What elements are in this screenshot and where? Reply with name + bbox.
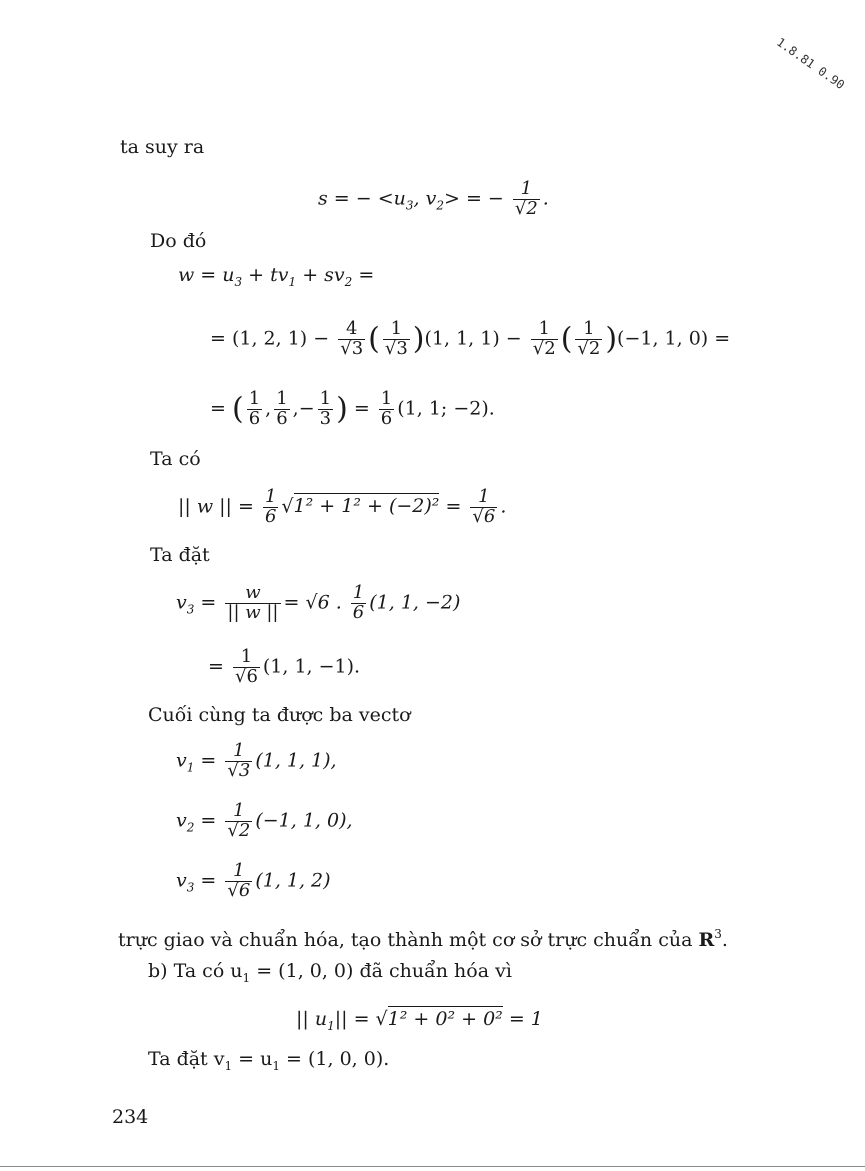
equation-w-expand: = (1, 2, 1) − $\frac{4}{√3}$ ( $\frac{1}{√3}$ )(1, 1, 1) − $\frac{1}{√2}$ ( $\frac{1}{√2}$ )(−1, 1, 0) = bbox=[210, 318, 731, 359]
equation-v1: $v_1$ = $\frac{1}{√3}$ (1, 1, 1), bbox=[176, 740, 337, 781]
equation-w-result: = ( $\frac{1}{6}$ , $\frac{1}{6}$ ,− $\frac{1}{3}$ ) = $\frac{1}{6}$ (1, 1; −2). bbox=[210, 388, 495, 429]
corner-stamp: 1.8.81 0.90 bbox=[773, 35, 848, 93]
text-truc-giao: trực giao và chuẩn hóa, tạo thành một cơ sở trực chuẩn của $R^3$. bbox=[118, 927, 728, 951]
text-ta-dat-v1: Ta đặt $v_1 = u_1 = (1$, 0, 0). bbox=[148, 1048, 390, 1073]
page-number: 234 bbox=[112, 1106, 149, 1128]
text-cuoi-cung: Cuối cùng ta được ba vectơ bbox=[148, 704, 411, 726]
bottom-edge-line bbox=[0, 1166, 865, 1167]
text-part-b: b) Ta có $u_1 = (1$, 0, 0) đã chuẩn hóa vì bbox=[148, 960, 512, 985]
equation-norm-w: || w || = $\frac{1}{6}$ √1² + 1² + (−2)² = $\frac{1}{√6}$ . bbox=[178, 486, 507, 527]
equation-s: s = − $<u_3$, $v_2>$ = − $\frac{1}{√2}$ . bbox=[318, 178, 549, 219]
equation-norm-u1: || $u_1|| = √1^2 + 0^2 + 0^2 = 1$ bbox=[296, 1008, 543, 1033]
equation-v3-normalize: $v_3$ = $\frac{w}{|| w ||}$ = √6 . $\frac{1}{6}$ (1, 1, −2) bbox=[176, 582, 461, 623]
text-ta-co: Ta có bbox=[150, 448, 201, 470]
equation-v3-simplified: = $\frac{1}{√6}$ (1, 1, −1). bbox=[208, 646, 361, 687]
text-ta-suy-ra: ta suy ra bbox=[120, 136, 205, 158]
text-do-do: Do đó bbox=[150, 230, 207, 252]
equation-v3-final: $v_3$ = $\frac{1}{√6}$ (1, 1, 2) bbox=[176, 860, 331, 901]
text-ta-dat: Ta đặt bbox=[150, 544, 210, 566]
equation-v2: $v_2$ = $\frac{1}{√2}$ (−1, 1, 0), bbox=[176, 800, 353, 841]
equation-w-def: $w = u_3 + tv_1 + sv_2$ = bbox=[178, 264, 375, 289]
